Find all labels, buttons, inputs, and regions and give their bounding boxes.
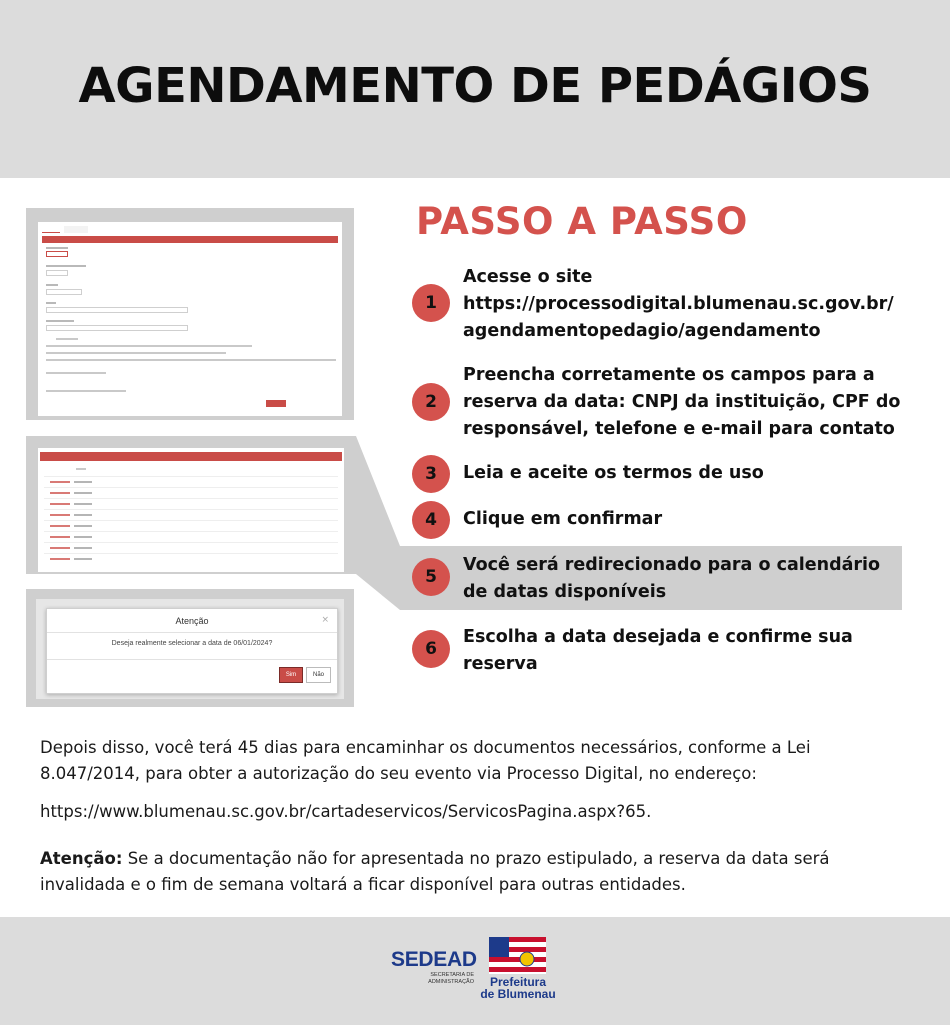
confirm-dialog [46,608,338,694]
step-number: 6 [412,630,450,668]
blumenau-flag-icon [489,937,546,974]
step-number: 5 [412,558,450,596]
dialog-screenshot [26,589,354,707]
sedead-subtitle: SECRETARIA DE ADMINISTRAÇÃO [428,972,474,985]
step-number: 4 [412,501,450,539]
sedead-logo: SEDEAD [391,948,477,971]
close-icon: × [321,615,329,625]
step-text: Escolha a data desejada e confirme sua reserva [463,627,853,674]
step-text: Preencha corretamente os campos para a reserva da data: CNPJ da instituição, CPF do responsável, telefone e e-mail para contato [463,365,901,439]
step-text: Leia e aceite os termos de uso [463,463,764,483]
page-title: AGENDAMENTO DE PEDÁGIOS [78,58,872,114]
step-text: Acesse o site https://processodigital.blumenau.sc.gov.br/ agendamentopedagio/agendamento [463,267,894,341]
dialog-no-button: Não [306,667,331,683]
dialog-yes-button: Sim [279,667,303,683]
attention-note: Atenção: Se a documentação não for apresentada no prazo estipulado, a reserva da data será invalidada e o fim de semana voltará a ficar disponível para outras entidades. [40,849,830,894]
step-text: Clique em confirmar [463,509,663,529]
after-text: Depois disso, você terá 45 dias para encaminhar os documentos necessários, conforme a Lei 8.047/2014, para obter a autorização do seu evento via Processo Digital, no endereço: [40,738,811,783]
dialog-message: Deseja realmente selecionar a data de 06/01/2024? [111,640,273,647]
step-number: 3 [412,455,450,493]
service-link[interactable]: https://www.blumenau.sc.gov.br/cartadeservicos/ServicosPagina.aspx?65. [40,802,652,821]
header-band [0,0,950,178]
dialog-divider [47,659,337,660]
step-number: 1 [412,284,450,322]
dialog-title: Atenção [47,609,337,633]
steps-title: PASSO A PASSO [416,200,748,243]
prefeitura-logo: Prefeitura de Blumenau [480,975,556,1001]
step-number: 2 [412,383,450,421]
date-list-screenshot [26,436,356,574]
form-screenshot [26,208,354,420]
step-text: Você será redirecionado para o calendário de datas disponíveis [463,555,881,602]
